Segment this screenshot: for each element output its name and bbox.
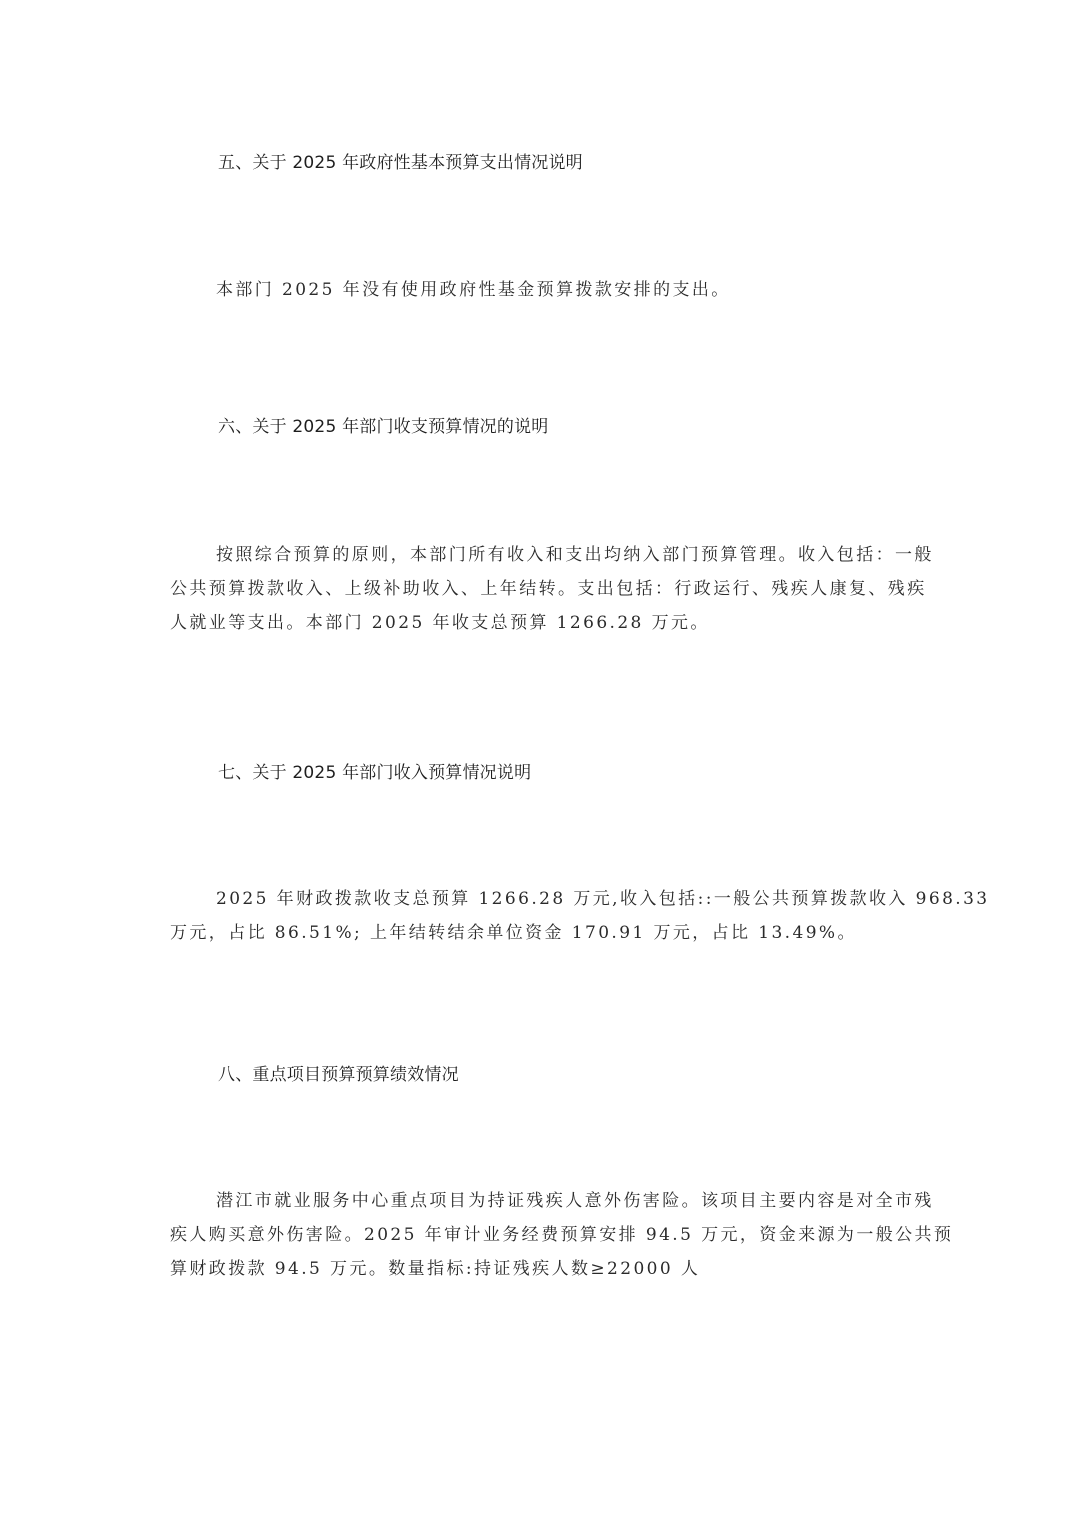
section-7-heading: 七、关于 2025 年部门收入预算情况说明 (218, 763, 532, 783)
section-6-line-1: 按照综合预算的原则，本部门所有收入和支出均纳入部门预算管理。收入包括：一般 (216, 545, 934, 565)
section-5-line-1: 本部门 2025 年没有使用政府性基金预算拨款安排的支出。 (216, 280, 731, 300)
section-7-line-2: 万元，占比 86.51%; 上年结转结余单位资金 170.91 万元，占比 13.49%。 (170, 923, 857, 943)
section-8-line-1: 潜江市就业服务中心重点项目为持证残疾人意外伤害险。该项目主要内容是对全市残 (216, 1191, 934, 1211)
section-6-heading: 六、关于 2025 年部门收支预算情况的说明 (218, 417, 549, 437)
section-8-line-3: 算财政拨款 94.5 万元。数量指标:持证残疾人数≥22000 人 (170, 1259, 701, 1279)
section-5-body (170, 273, 914, 307)
section-8-body (170, 1184, 954, 1286)
section-8-heading: 八、重点项目预算预算绩效情况 (218, 1065, 459, 1085)
section-6-line-2: 公共预算拨款收入、上级补助收入、上年结转。支出包括：行政运行、残疾人康复、残疾 (170, 579, 927, 599)
section-6-line-3: 人就业等支出。本部门 2025 年收支总预算 1266.28 万元。 (170, 613, 710, 633)
section-6-body (170, 538, 934, 640)
section-7-body (170, 882, 990, 950)
section-7-line-1: 2025 年财政拨款收支总预算 1266.28 万元,收入包括::一般公共预算拨款收入 968.33 (216, 889, 990, 909)
section-8-line-2: 疾人购买意外伤害险。2025 年审计业务经费预算安排 94.5 万元，资金来源为一般公共预 (170, 1225, 954, 1245)
section-5-heading: 五、关于 2025 年政府性基本预算支出情况说明 (218, 153, 583, 173)
